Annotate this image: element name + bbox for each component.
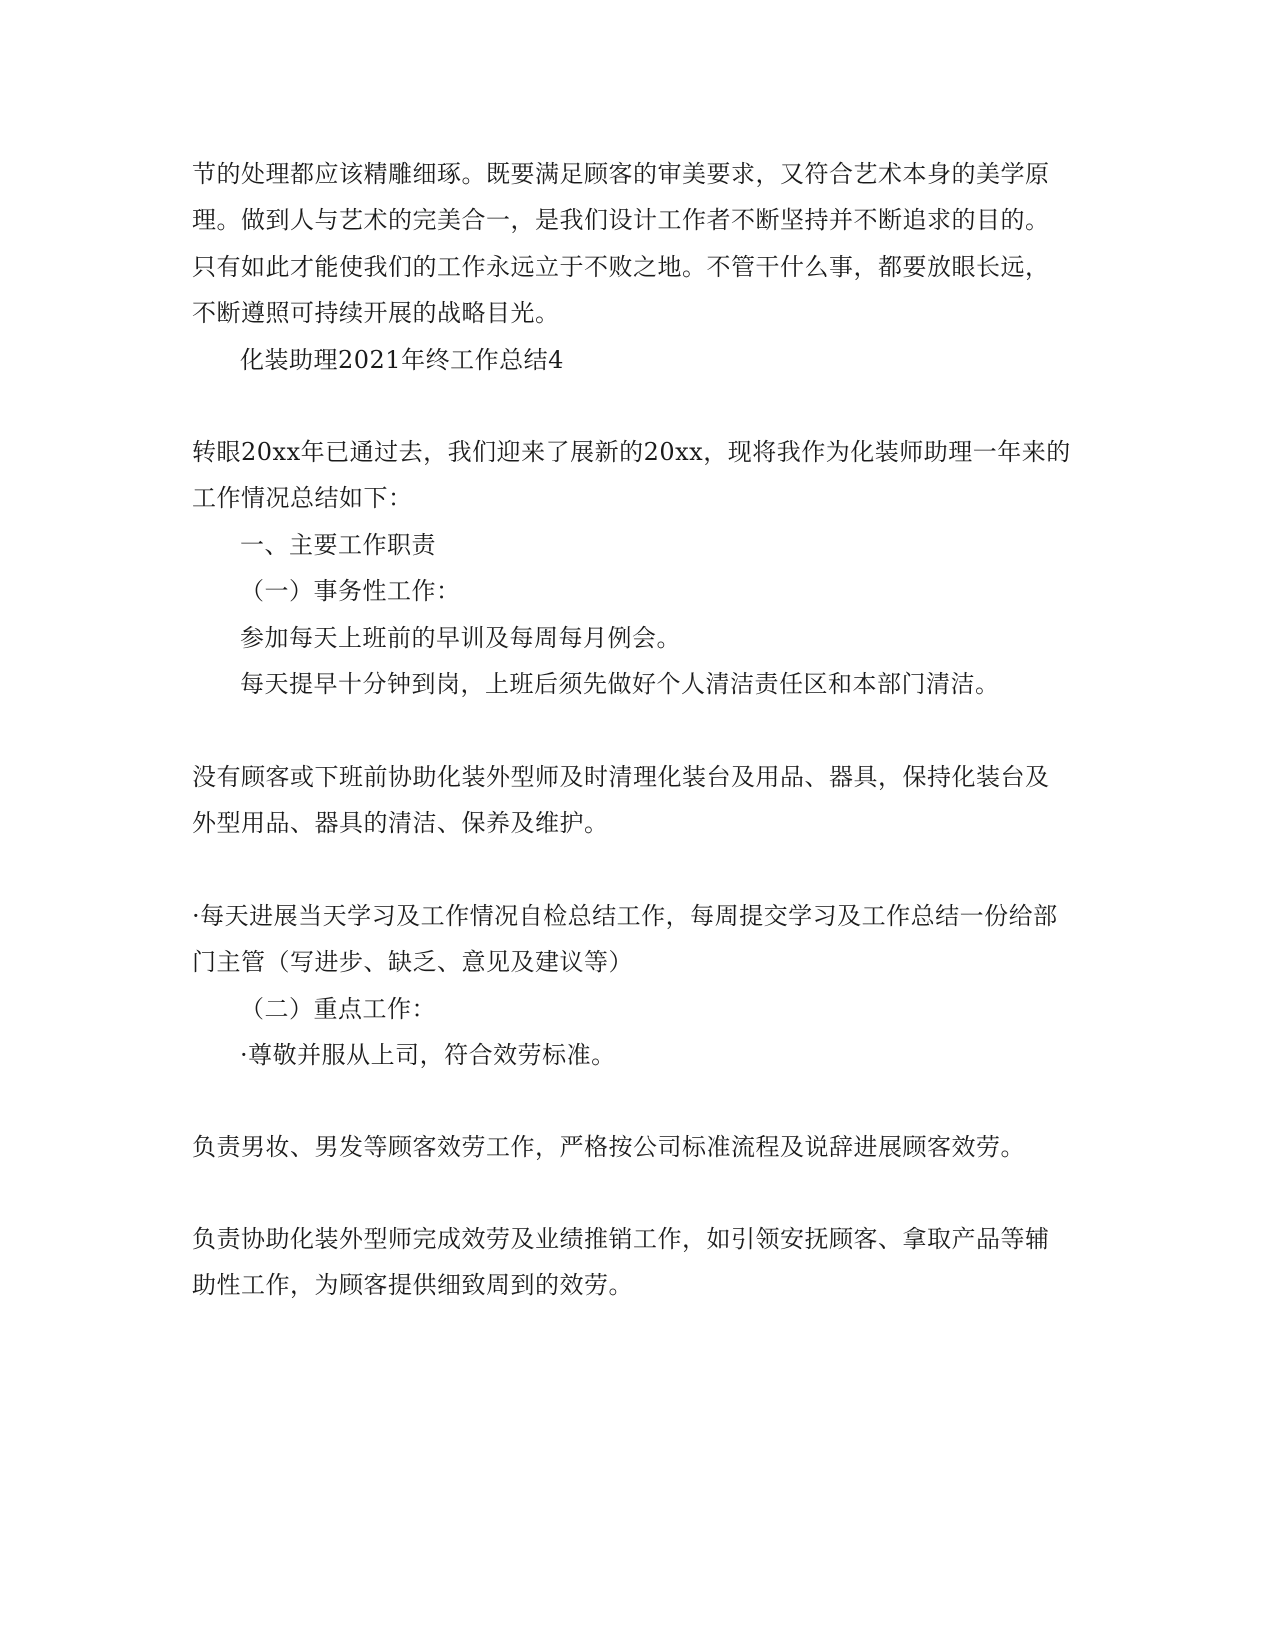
paragraph-line: ·每天进展当天学习及工作情况自检总结工作，每周提交学习及工作总结一份给部 — [192, 902, 1058, 930]
paragraph-line: 参加每天上班前的早训及每周每月例会。 — [240, 624, 681, 652]
subheading: （二）重点工作： — [240, 995, 436, 1023]
paragraph-line: 节的处理都应该精雕细琢。既要满足顾客的审美要求，又符合艺术本身的美学原 — [192, 160, 1050, 188]
paragraph-line: 助性工作，为顾客提供细致周到的效劳。 — [192, 1271, 633, 1299]
paragraph-line: 转眼20xx年已通过去，我们迎来了展新的20xx，现将我作为化装师助理一年来的 — [192, 438, 1071, 466]
paragraph-line: 每天提早十分钟到岗，上班后须先做好个人清洁责任区和本部门清洁。 — [240, 670, 1000, 698]
subheading: （一）事务性工作： — [240, 577, 461, 605]
subheading: 一、主要工作职责 — [240, 531, 436, 559]
paragraph-line: 外型用品、器具的清洁、保养及维护。 — [192, 809, 609, 837]
paragraph-line: 门主管（写进步、缺乏、意见及建议等） — [192, 948, 633, 976]
paragraph-line: 没有顾客或下班前协助化装外型师及时清理化装台及用品、器具，保持化装台及 — [192, 763, 1050, 791]
section-heading: 化装助理2021年终工作总结4 — [240, 346, 564, 374]
paragraph-line: 工作情况总结如下： — [192, 484, 413, 512]
paragraph-line: 只有如此才能使我们的工作永远立于不败之地。不管干什么事，都要放眼长远， — [192, 253, 1050, 281]
paragraph-line: 理。做到人与艺术的完美合一，是我们设计工作者不断坚持并不断追求的目的。 — [192, 206, 1050, 234]
paragraph-line: 负责协助化装外型师完成效劳及业绩推销工作，如引领安抚顾客、拿取产品等辅 — [192, 1225, 1050, 1253]
paragraph-line: 不断遵照可持续开展的战略目光。 — [192, 299, 560, 327]
paragraph-line: 负责男妆、男发等顾客效劳工作，严格按公司标准流程及说辞进展顾客效劳。 — [192, 1133, 1025, 1161]
paragraph-line: ·尊敬并服从上司，符合效劳标准。 — [240, 1041, 616, 1069]
